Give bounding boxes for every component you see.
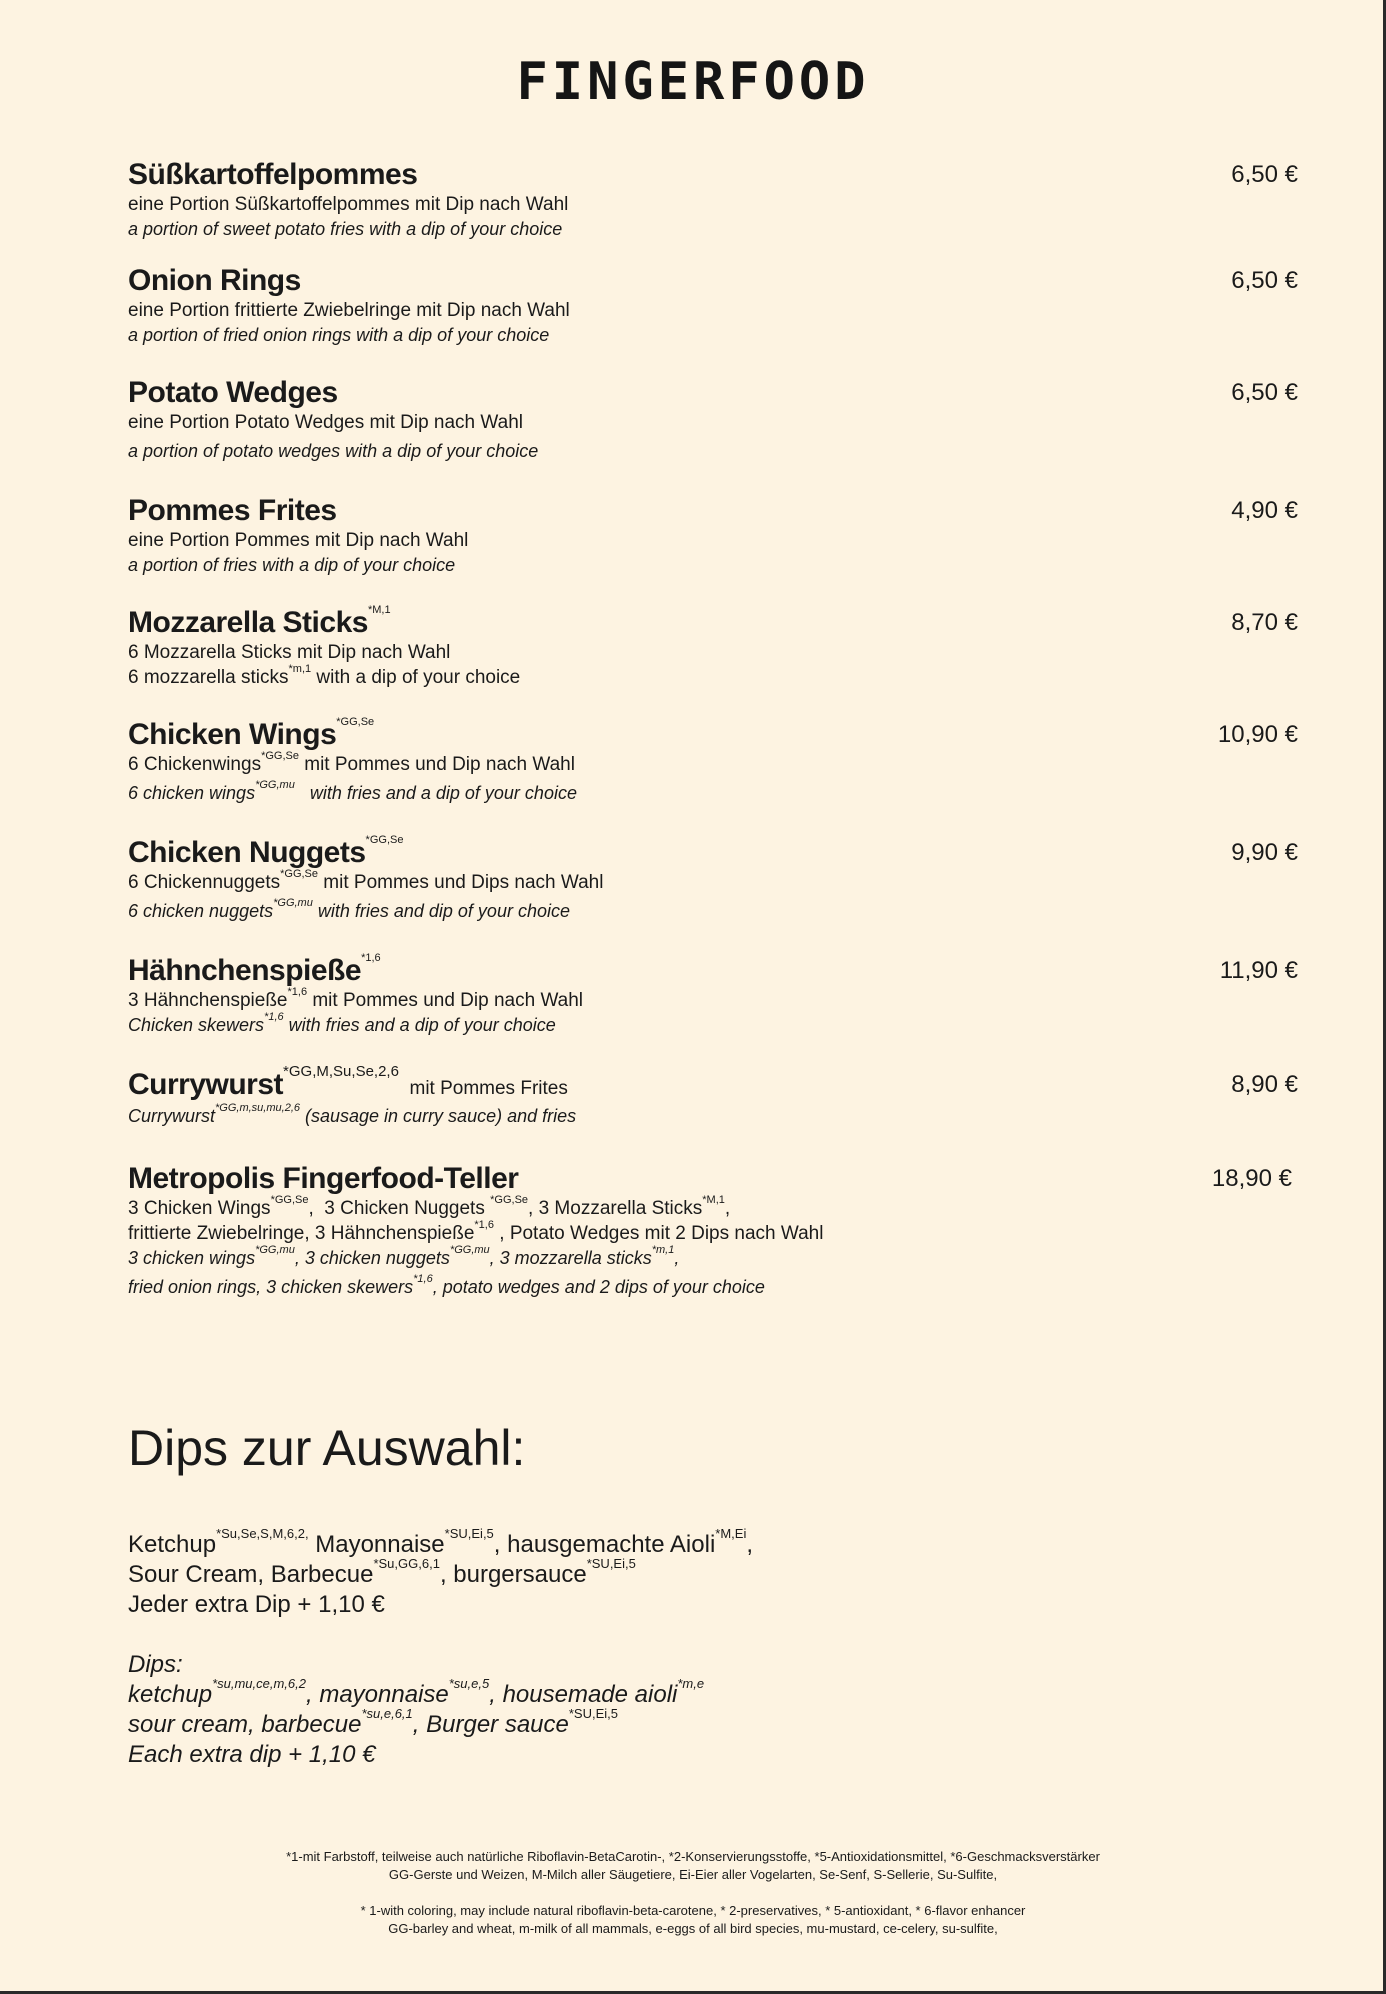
item-name: Chicken Wings$^{*GG,Se}$ <box>128 716 375 751</box>
dips-en-heading: Dips: <box>128 1651 183 1678</box>
menu-item-onion-rings <box>128 264 1298 348</box>
item-name: Potato Wedges <box>128 376 338 409</box>
item-name: Mozzarella Sticks$^{*M,1}$ <box>128 604 391 639</box>
item-description-de-line1: 3 Chicken Wings$^{*GG,Se}$, 3 Chicken Nuggets $^{*GG,Se}$, 3 Mozzarella Sticks$^{*M,1}$, <box>128 1194 731 1219</box>
item-description-en: Chicken skewers$^{*1,6}$ with fries and a dip of your choice <box>128 1011 556 1035</box>
item-description-de: eine Portion Pommes mit Dip nach Wahl <box>128 530 469 551</box>
dips-list-en <box>128 1650 704 1770</box>
menu-item-potato-wedges <box>128 376 1298 464</box>
allergen-codes: *GG,mu <box>255 779 295 791</box>
footnote-de-line1: *1-mit Farbstoff, teilweise auch natürliche Riboflavin-BetaCarotin-, *2-Konservierungsstoffe, *5-Antioxidationsmittel, *6-Geschmacksverstärker <box>286 1849 1100 1864</box>
item-name: Currywurst$^{*GG,M,Su,Se,2,6}$ mit Pommes Frites <box>128 1063 568 1101</box>
footnote-de <box>0 1848 1386 1884</box>
item-description-de: eine Portion Potato Wedges mit Dip nach Wahl <box>128 412 523 433</box>
item-name: Onion Rings <box>128 264 301 297</box>
allergen-codes: *1,6 <box>287 986 308 998</box>
allergen-codes: *GG,mu <box>273 897 313 909</box>
item-description-en: 6 chicken nuggets$^{*GG,mu}$ with fries and dip of your choice <box>128 897 570 921</box>
item-description-de: 6 Chickenwings$^{*GG,Se}$ mit Pommes und Dip nach Wahl <box>128 750 575 775</box>
item-description-en: 6 mozzarella sticks$^{*m,1}$ with a dip of your choice <box>128 663 521 688</box>
allergen-codes: *GG,Se <box>280 868 319 880</box>
allergen-codes: *1,6 <box>361 952 381 964</box>
allergen-codes: *M,1 <box>367 604 391 616</box>
dips-line-1: Ketchup$^{*Su,Se,S,M,6,2,}$ Mayonnaise$^{*SU,Ei,5}$, hausgemachte Aioli$^{*M,Ei}$, <box>128 1526 754 1558</box>
page-title: FINGERFOOD <box>516 52 870 112</box>
item-price: 6,50 € <box>1231 267 1298 294</box>
item-description-en: a portion of fried onion rings with a dip of your choice <box>128 325 550 345</box>
dips-list-de <box>128 1526 754 1620</box>
footnote-en <box>0 1902 1386 1938</box>
allergen-codes: *1,6 <box>264 1011 284 1023</box>
item-name: Süßkartoffelpommes <box>128 158 418 191</box>
item-price: 10,90 € <box>1217 721 1298 748</box>
item-price: 4,90 € <box>1231 497 1298 524</box>
item-name: Pommes Frites <box>128 494 337 527</box>
item-description-de: 6 Mozzarella Sticks mit Dip nach Wahl <box>128 642 451 663</box>
allergen-codes: *GG,Se <box>261 750 299 762</box>
item-name: Hähnchenspieße$^{*1,6}$ <box>128 952 381 987</box>
item-description-en: 6 chicken wings$^{*GG,mu}$ with fries and a dip of your choice <box>128 779 577 803</box>
menu-item-chicken-nuggets <box>128 834 1298 924</box>
dips-heading: Dips zur Auswahl: <box>128 1420 526 1476</box>
dips-en-line-1: ketchup$^{*su,mu,ce,m,6,2}$, mayonnaise$^{*su,e,5}$, housemade aioli$^{*m,e}$ <box>128 1676 705 1708</box>
menu-item-pommes-frites <box>128 494 1298 578</box>
menu-item-mozzarella-sticks <box>128 604 1298 690</box>
footnote-en-line2: GG-barley and wheat, m-milk of all mammals, e-eggs of all bird species, mu-mustard, ce-celery, su-sulfite, <box>388 1921 998 1936</box>
menu-item-chicken-wings <box>128 716 1298 806</box>
item-name: Chicken Nuggets$^{*GG,Se}$ <box>128 834 404 869</box>
dips-en-extra-price: Each extra dip + 1,10 € <box>128 1741 376 1768</box>
dips-en-line-2: sour cream, barbecue$^{*su,e,6,1}$, Burger sauce$^{*SU,Ei,5}$ <box>128 1706 619 1738</box>
menu-item-sweet-potato-fries <box>128 158 1298 242</box>
item-description-de-line2: frittierte Zwiebelringe, 3 Hähnchenspieße$^{*1,6}$ , Potato Wedges mit 2 Dips nach Wahl <box>128 1219 824 1244</box>
item-name: Metropolis Fingerfood-Teller <box>128 1162 519 1195</box>
allergen-codes: *GG,m,su,mu,2,6 <box>215 1102 300 1114</box>
item-description-de: eine Portion Süßkartoffelpommes mit Dip nach Wahl <box>128 194 569 215</box>
item-price: 8,90 € <box>1231 1071 1298 1098</box>
allergen-codes: *GG,Se <box>365 834 404 846</box>
item-price: 9,90 € <box>1231 839 1298 866</box>
item-price: 8,70 € <box>1231 609 1298 636</box>
item-description-de: 3 Hähnchenspieße$^{*1,6}$ mit Pommes und Dip nach Wahl <box>128 986 584 1011</box>
item-description-en: Currywurst$^{*GG,m,su,mu,2,6}$ (sausage in curry sauce) and fries <box>128 1102 577 1126</box>
item-description-de: 6 Chickennuggets$^{*GG,Se}$ mit Pommes und Dips nach Wahl <box>128 868 604 893</box>
item-description-en: a portion of fries with a dip of your choice <box>128 555 456 575</box>
item-description-en: a portion of sweet potato fries with a dip of your choice <box>128 219 563 239</box>
menu-item-fingerfood-platter <box>128 1162 1292 1300</box>
item-description-en-line1: 3 chicken wings$^{*GG,mu}$, 3 chicken nuggets$^{*GG,mu}$, 3 mozzarella sticks$^{*m,1}$, <box>128 1244 680 1268</box>
allergen-codes: *GG,M,Su,Se,2,6 <box>283 1063 399 1080</box>
footnote-en-line1: * 1-with coloring, may include natural riboflavin-beta-carotene, * 2-preservatives, * 5-antioxidant, * 6-flavor enhancer <box>360 1903 1026 1918</box>
item-description-de: eine Portion frittierte Zwiebelringe mit Dip nach Wahl <box>128 300 570 321</box>
dips-line-2: Sour Cream, Barbecue$^{*Su,GG,6,1}$, burgersauce$^{*SU,Ei,5}$ <box>128 1556 636 1588</box>
item-price: 11,90 € <box>1219 957 1298 984</box>
dips-extra-price: Jeder extra Dip + 1,10 € <box>128 1591 385 1618</box>
item-price: 6,50 € <box>1231 379 1298 406</box>
footnote-de-line2: GG-Gerste und Weizen, M-Milch aller Säugetiere, Ei-Eier aller Vogelarten, Se-Senf, S-Sellerie, Su-Sulfite, <box>388 1867 998 1882</box>
item-price: 18,90 € <box>1211 1165 1292 1192</box>
allergen-codes: *GG,Se <box>336 716 375 728</box>
item-price: 6,50 € <box>1231 161 1298 188</box>
item-description-en-line2: fried onion rings, 3 chicken skewers$^{*1,6}$, potato wedges and 2 dips of your choice <box>128 1273 765 1297</box>
menu-item-currywurst <box>128 1063 1298 1129</box>
allergen-codes: *m,1 <box>288 663 312 675</box>
menu-item-chicken-skewers <box>128 952 1298 1038</box>
item-description-en: a portion of potato wedges with a dip of your choice <box>128 441 539 461</box>
